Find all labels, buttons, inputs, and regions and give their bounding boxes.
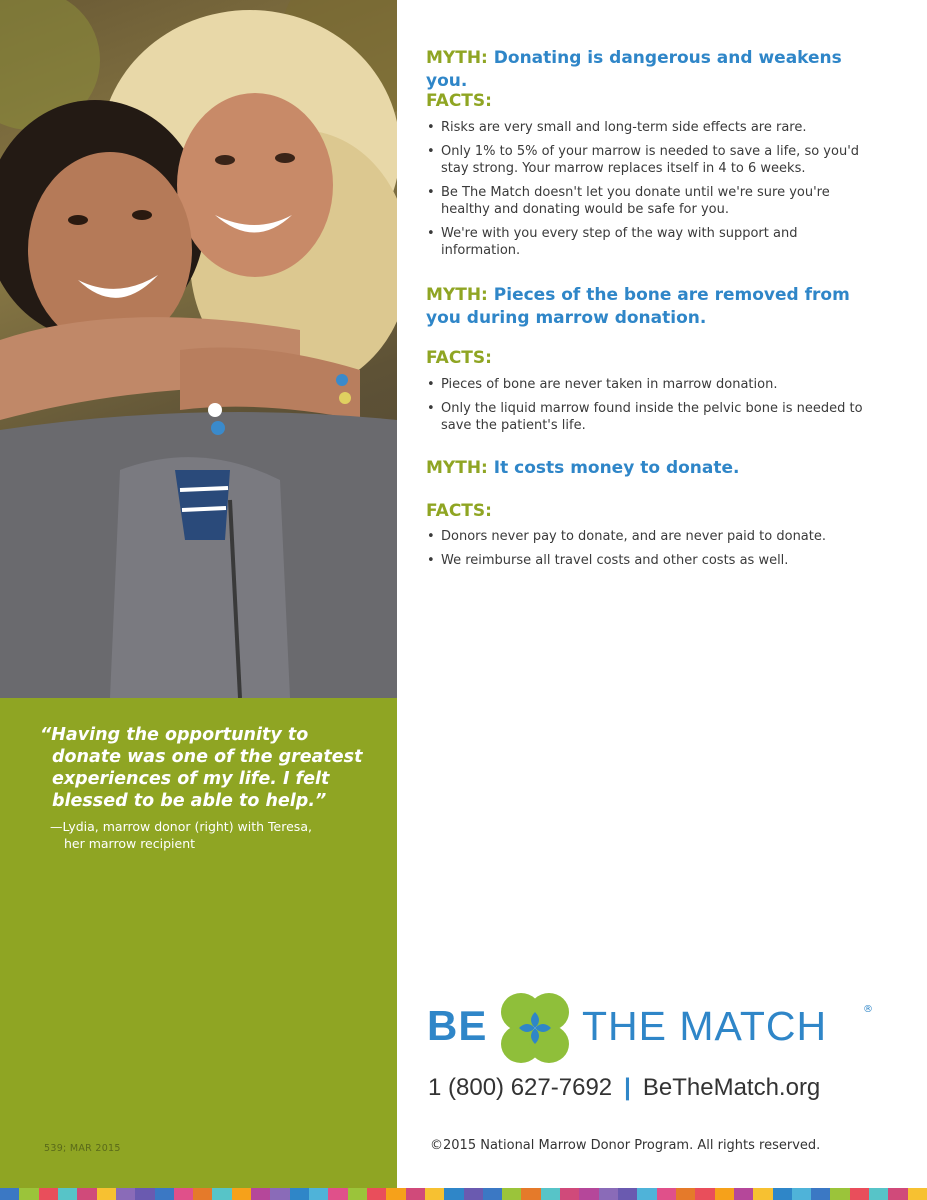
stripe-segment xyxy=(541,1188,560,1200)
fact-item: • Pieces of bone are never taken in marrow donation. xyxy=(426,376,876,393)
left-column xyxy=(0,0,397,1188)
be-the-match-logo xyxy=(427,992,877,1064)
phone-number[interactable]: 1 (800) 627-7692 xyxy=(428,1074,613,1101)
attribution-line: —Lydia, marrow donor (right) with Teresa, xyxy=(50,819,312,834)
stripe-segment xyxy=(367,1188,386,1200)
myth-headline: It costs money to donate. xyxy=(493,458,740,478)
fact-item: • Only 1% to 5% of your marrow is needed to save a life, so you'd stay strong. Your marrow replaces itself in 4 to 6 weeks. xyxy=(426,143,876,177)
fact-item: • We reimburse all travel costs and other costs as well. xyxy=(426,552,876,569)
stripe-segment xyxy=(174,1188,193,1200)
stripe-segment xyxy=(39,1188,58,1200)
myth-label: MYTH: xyxy=(426,48,488,68)
donor-recipient-photo xyxy=(0,0,397,698)
stripe-segment xyxy=(695,1188,714,1200)
myth-headline: Donating is dangerous and weakens you. xyxy=(426,48,842,91)
logo-be-text: BE xyxy=(427,1002,488,1049)
quote-line: donate was one of the greatest xyxy=(52,747,363,767)
stripe-segment xyxy=(464,1188,483,1200)
stripe-segment xyxy=(309,1188,328,1200)
stripe-segment xyxy=(444,1188,463,1200)
facts-heading: FACTS: xyxy=(426,348,492,368)
contact-line xyxy=(428,1074,820,1102)
stripe-segment xyxy=(0,1188,19,1200)
website-link[interactable]: BeTheMatch.org xyxy=(642,1074,821,1101)
fact-item: • We're with you every step of the way with support and information. xyxy=(426,225,876,259)
quote-attribution xyxy=(50,818,312,852)
stripe-segment xyxy=(657,1188,676,1200)
stripe-segment xyxy=(908,1188,927,1200)
stripe-segment xyxy=(560,1188,579,1200)
myth-label: MYTH: xyxy=(426,285,488,305)
stripe-segment xyxy=(270,1188,289,1200)
fact-item: • Only the liquid marrow found inside the pelvic bone is needed to save the patient's life. xyxy=(426,400,876,434)
stripe-segment xyxy=(155,1188,174,1200)
stripe-segment xyxy=(888,1188,907,1200)
quote-line: “Having the opportunity to xyxy=(40,725,309,745)
logo-the-match-text: THE MATCH xyxy=(582,1003,828,1049)
quote-line: experiences of my life. I felt xyxy=(52,769,330,789)
stripe-segment xyxy=(676,1188,695,1200)
stripe-segment xyxy=(97,1188,116,1200)
stripe-segment xyxy=(116,1188,135,1200)
stripe-segment xyxy=(77,1188,96,1200)
myth-heading xyxy=(426,47,886,93)
stripe-segment xyxy=(715,1188,734,1200)
stripe-segment xyxy=(637,1188,656,1200)
stripe-segment xyxy=(406,1188,425,1200)
color-stripe xyxy=(0,1188,927,1200)
stripe-segment xyxy=(290,1188,309,1200)
testimonial-quote xyxy=(40,724,370,812)
stripe-segment xyxy=(425,1188,444,1200)
facts-list xyxy=(426,119,876,266)
stripe-segment xyxy=(19,1188,38,1200)
myth-headline: Pieces of the bone are removed from you during marrow donation. xyxy=(426,285,850,328)
stripe-segment xyxy=(618,1188,637,1200)
stripe-segment xyxy=(135,1188,154,1200)
stripe-segment xyxy=(734,1188,753,1200)
stripe-segment xyxy=(212,1188,231,1200)
myth-label: MYTH: xyxy=(426,458,488,478)
facts-list xyxy=(426,376,876,441)
attribution-line: her marrow recipient xyxy=(64,836,196,851)
stripe-segment xyxy=(811,1188,830,1200)
facts-list xyxy=(426,528,876,576)
stripe-segment xyxy=(579,1188,598,1200)
stripe-segment xyxy=(830,1188,849,1200)
fact-item: • Risks are very small and long-term side effects are rare. xyxy=(426,119,876,136)
stripe-segment xyxy=(753,1188,772,1200)
document-code: 539; MAR 2015 xyxy=(44,1143,121,1154)
photo-illustration xyxy=(0,0,397,698)
stripe-segment xyxy=(251,1188,270,1200)
stripe-segment xyxy=(232,1188,251,1200)
fact-item: • Donors never pay to donate, and are never paid to donate. xyxy=(426,528,876,545)
quote-line: blessed to be able to help.” xyxy=(52,791,327,811)
stripe-segment xyxy=(773,1188,792,1200)
myth-heading xyxy=(426,284,886,330)
stripe-segment xyxy=(386,1188,405,1200)
stripe-segment xyxy=(502,1188,521,1200)
copyright-notice: ©2015 National Marrow Donor Program. All rights reserved. xyxy=(430,1138,821,1153)
stripe-segment xyxy=(850,1188,869,1200)
registered-mark: ® xyxy=(863,1004,873,1015)
stripe-segment xyxy=(599,1188,618,1200)
stripe-segment xyxy=(483,1188,502,1200)
stripe-segment xyxy=(869,1188,888,1200)
logo-flower-icon xyxy=(497,992,573,1064)
myth-heading xyxy=(426,457,886,480)
stripe-segment xyxy=(193,1188,212,1200)
contact-separator: | xyxy=(624,1074,631,1101)
stripe-segment xyxy=(348,1188,367,1200)
stripe-segment xyxy=(521,1188,540,1200)
stripe-segment xyxy=(58,1188,77,1200)
stripe-segment xyxy=(328,1188,347,1200)
facts-heading: FACTS: xyxy=(426,91,492,111)
facts-heading: FACTS: xyxy=(426,501,492,521)
fact-item: • Be The Match doesn't let you donate until we're sure you're healthy and donating would be safe for you. xyxy=(426,184,876,218)
stripe-segment xyxy=(792,1188,811,1200)
